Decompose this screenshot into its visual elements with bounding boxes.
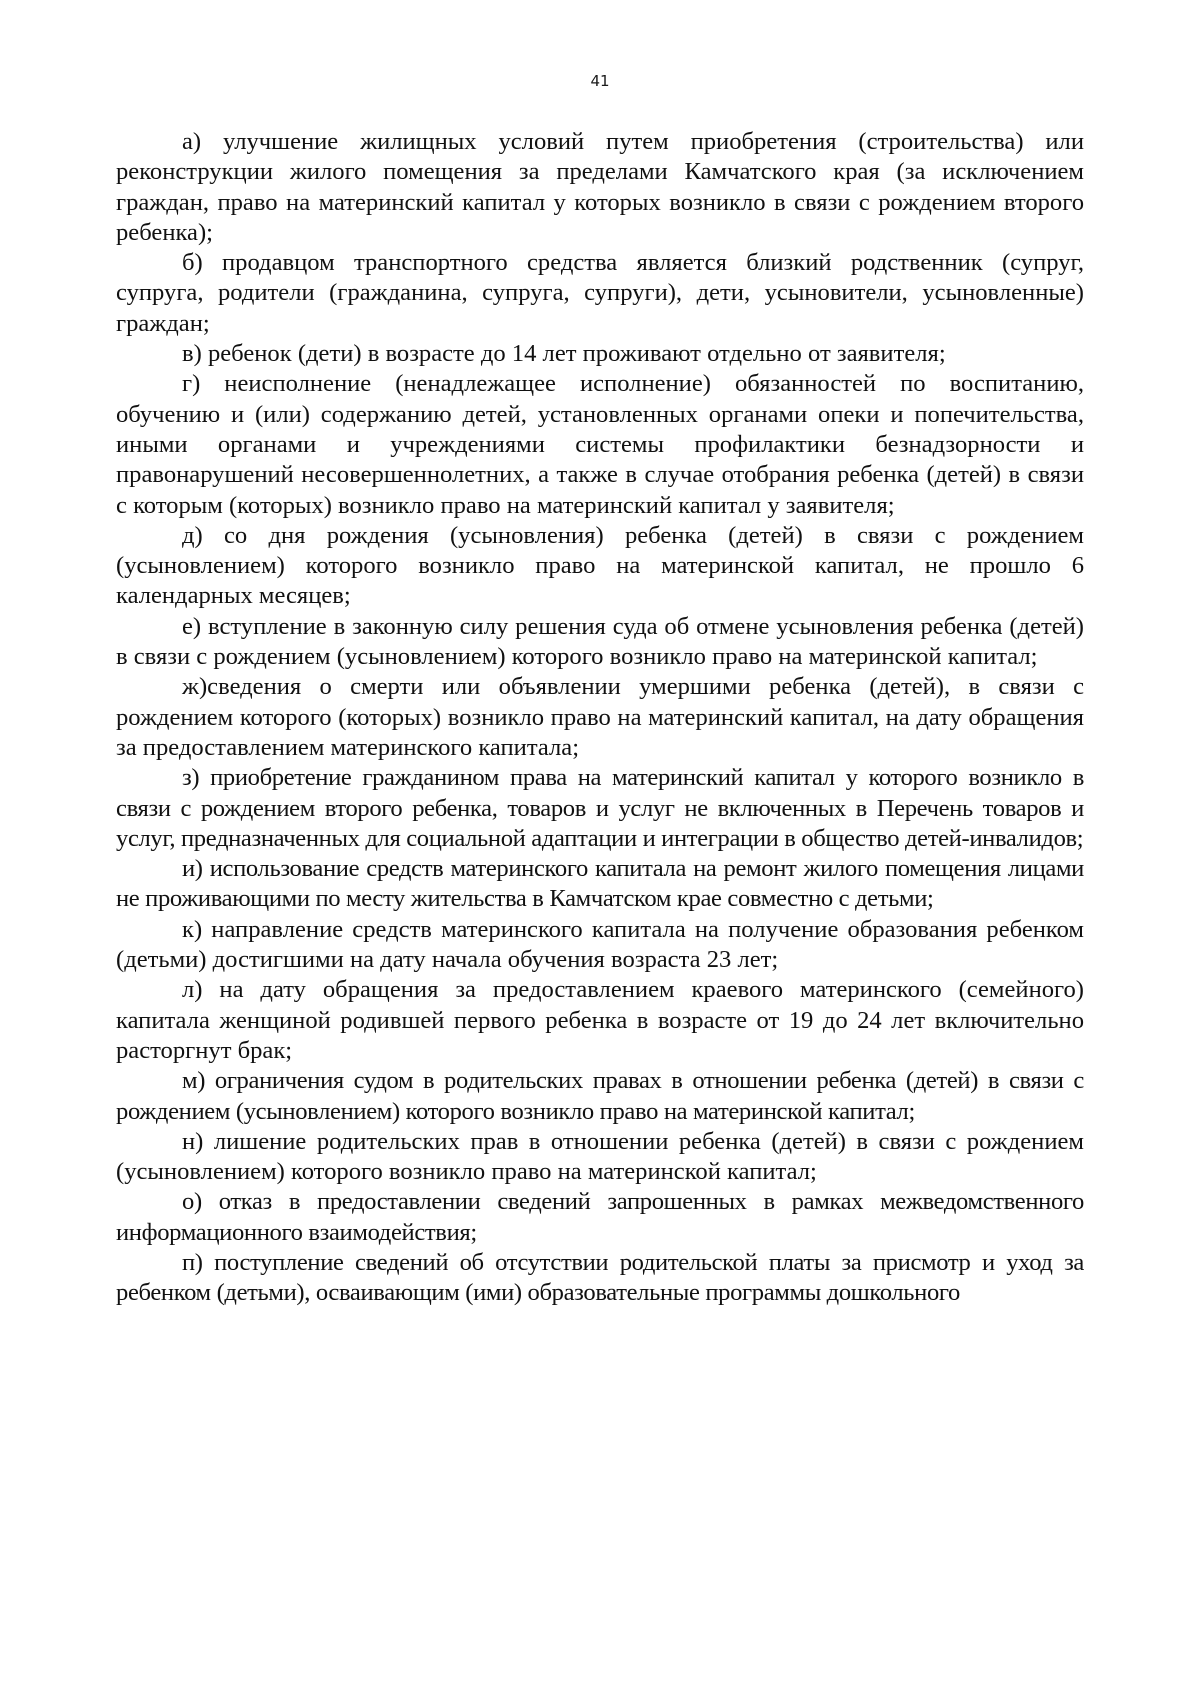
paragraph-n: н) лишение родительских прав в отношении ребенка (детей) в связи с рождением (усыновлением) которого возникло право на материнской капитал;	[116, 1127, 1084, 1186]
paragraph-g: г) неисполнение (ненадлежащее исполнение) обязанностей по воспитанию, обучению и (или) содержанию детей, установленных органами опеки и попечительства, иными органами и учреждениями системы профилактики безнадзорности и правонарушений несовершеннолетних, а также в случае отобрания ребенка (детей) в связи с которым (которых) возникло право на материнский капитал у заявителя;	[116, 370, 1084, 519]
paragraph-z: з) приобретение гражданином права на материнский капитал у которого возникло в связи с рождением второго ребенка, товаров и услуг не включенных в Перечень товаров и услуг, предназначенных для социальной адаптации и интеграции в общество детей-инвалидов;	[116, 764, 1084, 852]
paragraph-e: е) вступление в законную силу решения суда об отмене усыновления ребенка (детей) в связи с рождением (усыновлением) которого возникло право на материнской капитал;	[116, 612, 1084, 671]
paragraph-b: б) продавцом транспортного средства является близкий родственник (супруг, супруга, родители (гражданина, супруга, супруги), дети, усыновители, усыновленные) граждан;	[116, 249, 1084, 337]
paragraph-zh: ж)сведения о смерти или объявлении умершими ребенка (детей), в связи с рождением которого (которых) возникло право на материнский капитал, на дату обращения за предоставлением материнского капитала;	[116, 673, 1084, 761]
paragraph-o: о) отказ в предоставлении сведений запрошенных в рамках межведомственного информационного взаимодействия;	[116, 1188, 1084, 1246]
page-number: 41	[590, 72, 610, 90]
document-body	[116, 127, 1084, 1309]
paragraph-l: л) на дату обращения за предоставлением краевого материнского (семейного) капитала женщиной родившей первого ребенка в возрасте от 19 до 24 лет включительно расторгнут брак;	[116, 976, 1084, 1064]
paragraph-d: д) со дня рождения (усыновления) ребенка (детей) в связи с рождением (усыновлением) которого возникло право на материнской капитал, не прошло 6 календарных месяцев;	[116, 521, 1084, 610]
paragraph-m: м) ограничения судом в родительских правах в отношении ребенка (детей) в связи с рождением (усыновлением) которого возникло право на материнской капитал;	[116, 1067, 1084, 1125]
paragraph-i: и) использование средств материнского капитала на ремонт жилого помещения лицами не проживающими по месту жительства в Камчатском крае совместно с детьми;	[116, 855, 1084, 913]
paragraph-p: п) поступление сведений об отсутствии родительской платы за присмотр и уход за ребенком (детьми), осваивающим (ими) образовательные программы дошкольного	[116, 1248, 1084, 1307]
paragraph-v: в) ребенок (дети) в возрасте до 14 лет проживают отдельно от заявителя;	[182, 340, 946, 368]
paragraph-k: к) направление средств материнского капитала на получение образования ребенком (детьми) достигшими на дату начала обучения возраста 23 лет;	[116, 915, 1084, 974]
paragraph-a: а) улучшение жилищных условий путем приобретения (строительства) или реконструкции жилого помещения за пределами Камчатского края (за исключением граждан, право на материнский капитал у которых возникло в связи с рождением второго ребенка);	[116, 128, 1084, 246]
